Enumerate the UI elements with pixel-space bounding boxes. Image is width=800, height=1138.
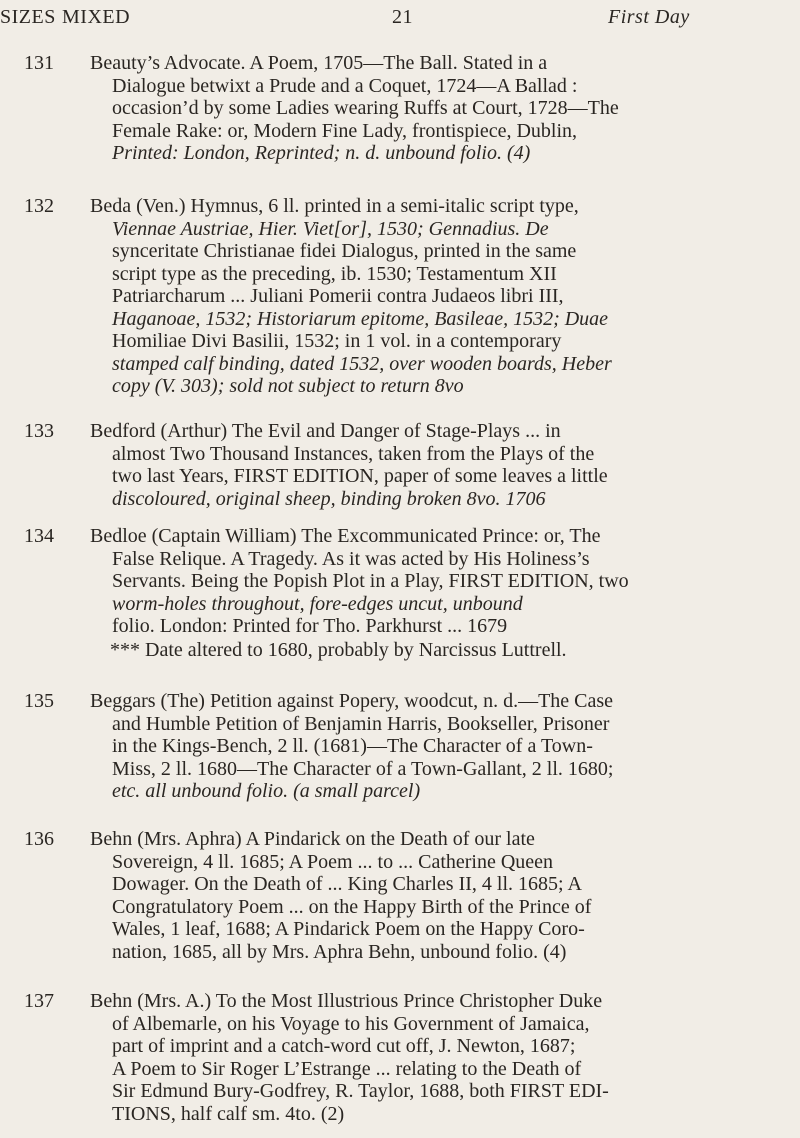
entry-line: Beauty’s Advocate. A Poem, 1705—The Ball. Stated in a [90, 52, 548, 74]
entry-text [90, 828, 780, 963]
entry-line: False Relique. A Tragedy. As it was acted by His Holiness’s [112, 547, 590, 570]
entry-line: Dowager. On the Death of ... King Charles II, 4 ll. 1685; A [112, 873, 582, 895]
lot-number: 136 [24, 828, 54, 850]
header-mixed: MIXED [62, 6, 131, 28]
page-header [0, 6, 800, 36]
page-number: 21 [392, 6, 413, 28]
entry-line: occasion’d by some Ladies wearing Ruffs at Court, 1728—The [112, 97, 619, 119]
editorial-note: *** Date altered to 1680, probably by Narcissus Luttrell. [110, 639, 567, 661]
entry-line: Sir Edmund Bury-Godfrey, R. Taylor, 1688, both FIRST EDI- [112, 1080, 609, 1102]
entry-line: Viennae Austriae, Hier. Viet[or], 1530; Gennadius. De [112, 217, 549, 240]
entry-line: Wales, 1 leaf, 1688; A Pindarick Poem on the Happy Coro- [112, 918, 585, 940]
entry-line: Printed: London, Reprinted; n. d. unbound folio. (4) [112, 142, 531, 164]
entry-line: synceritate Christianae fidei Dialogus, printed in the same [112, 240, 577, 262]
lot-number: 132 [24, 195, 54, 217]
entry-text [90, 525, 780, 638]
entry-text [90, 52, 780, 165]
lot-number: 134 [24, 525, 54, 547]
entry-line: Bedford (Arthur) The Evil and Danger of Stage-Plays ... in [90, 420, 561, 442]
entry-line: Dialogue betwixt a Prude and a Coquet, 1724—A Ballad : [112, 74, 578, 97]
entry-line: Beda (Ven.) Hymnus, 6 ll. printed in a semi-italic script type, [90, 195, 579, 217]
entry-line: Haganoae, 1532; Historiarum epitome, Basileae, 1532; Duae [112, 307, 609, 330]
entry-line: nation, 1685, all by Mrs. Aphra Behn, unbound folio. (4) [112, 940, 567, 963]
entry-line: stamped calf binding, dated 1532, over wooden boards, Heber [112, 352, 612, 375]
entry-line: of Albemarle, on his Voyage to his Government of Jamaica, [112, 1012, 590, 1035]
entry-line: Female Rake: or, Modern Fine Lady, frontispiece, Dublin, [112, 119, 578, 142]
entry-line: folio. London: Printed for Tho. Parkhurst ... 1679 [112, 615, 508, 637]
entry-text [90, 420, 780, 510]
entry-line: Behn (Mrs. Aphra) A Pindarick on the Death of our late [90, 828, 535, 850]
entry-line: Patriarcharum ... Juliani Pomerii contra Judaeos libri III, [112, 285, 564, 307]
entry-line: Homiliae Divi Basilii, 1532; in 1 vol. in a contemporary [112, 330, 562, 352]
entry-line: copy (V. 303); sold not subject to return 8vo [112, 375, 464, 397]
entry-line: Servants. Being the Popish Plot in a Play, FIRST EDITION, two [112, 570, 629, 592]
entry-line: script type as the preceding, ib. 1530; Testamentum XII [112, 262, 557, 285]
lot-number: 137 [24, 990, 54, 1012]
entry-line: discoloured, original sheep, binding broken 8vo. 1706 [112, 487, 546, 510]
entry-text [90, 195, 780, 398]
entry-line: etc. all unbound folio. (a small parcel) [112, 780, 421, 802]
entry-line: Beggars (The) Petition against Popery, woodcut, n. d.—The Case [90, 690, 614, 712]
entry-line: Miss, 2 ll. 1680—The Character of a Town-Gallant, 2 ll. 1680; [112, 757, 614, 780]
entry-line: Sovereign, 4 ll. 1685; A Poem ... to ... Catherine Queen [112, 850, 554, 873]
entry-line: TIONS, half calf sm. 4to. (2) [112, 1102, 345, 1125]
entry-line: in the Kings-Bench, 2 ll. (1681)—The Character of a Town- [112, 735, 593, 757]
entry-line: worm-holes throughout, fore-edges uncut, unbound [112, 592, 523, 615]
lot-number: 135 [24, 690, 54, 712]
lot-number: 131 [24, 52, 54, 74]
entry-line: two last Years, FIRST EDITION, paper of some leaves a little [112, 465, 608, 487]
lot-number: 133 [24, 420, 54, 442]
section-title: First Day [608, 6, 690, 28]
entry-line: Bedloe (Captain William) The Excommunicated Prince: or, The [90, 525, 601, 547]
entry-line: A Poem to Sir Roger L’Estrange ... relating to the Death of [112, 1057, 582, 1080]
entry-line: and Humble Petition of Benjamin Harris, Bookseller, Prisoner [112, 712, 610, 735]
header-sizes: SIZES [0, 6, 56, 28]
entry-text [90, 990, 780, 1125]
entry-line: almost Two Thousand Instances, taken from the Plays of the [112, 442, 595, 465]
entry-line: part of imprint and a catch-word cut off, J. Newton, 1687; [112, 1035, 576, 1057]
entry-line: Behn (Mrs. A.) To the Most Illustrious Prince Christopher Duke [90, 990, 603, 1012]
entry-line: Congratulatory Poem ... on the Happy Birth of the Prince of [112, 895, 592, 918]
entry-text [90, 690, 780, 803]
